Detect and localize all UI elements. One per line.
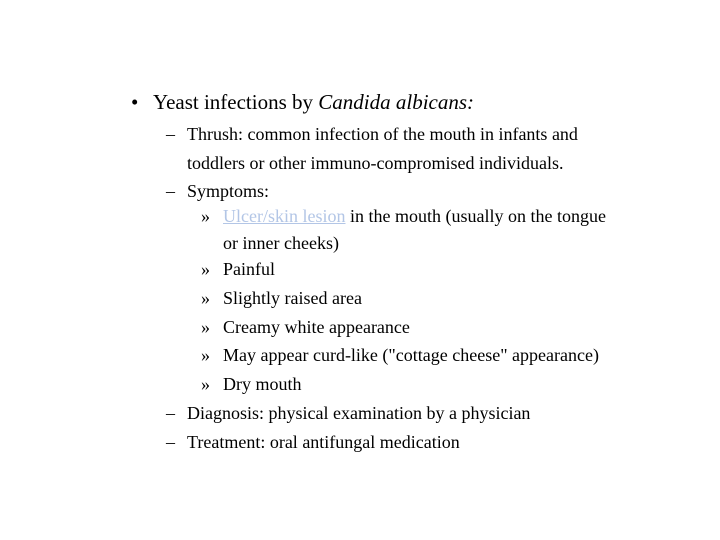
sub-bullet-glyph: »: [201, 317, 210, 337]
symptom-ulcer-line-2: or inner cheeks): [223, 233, 339, 253]
sub-bullet-glyph: »: [201, 259, 210, 279]
thrush-line-1: Thrush: common infection of the mouth in infants and: [187, 124, 578, 144]
sub-bullet-glyph: »: [201, 206, 210, 226]
sub-bullet-glyph: »: [201, 288, 210, 308]
symptom-text: Dry mouth: [223, 374, 302, 394]
diagnosis-text: Diagnosis: physical examination by a physician: [187, 403, 531, 423]
bullet-glyph: •: [131, 90, 139, 114]
heading-organism: Candida albicans:: [318, 90, 475, 114]
symptoms-label: Symptoms:: [187, 181, 270, 202]
sub-bullet-glyph: »: [201, 374, 210, 394]
symptom-text: Painful: [223, 259, 275, 279]
symptom-text: May appear curd-like ("cottage cheese" appearance): [223, 345, 599, 365]
symptom-text: Creamy white appearance: [223, 317, 410, 337]
treatment-text: Treatment: oral antifungal medication: [187, 432, 460, 452]
symptom-text: Slightly raised area: [223, 288, 362, 308]
ulcer-skin-lesion-link[interactable]: Ulcer/skin lesion: [223, 206, 346, 226]
dash-glyph: –: [166, 181, 175, 202]
heading-prefix: Yeast infections by: [153, 90, 319, 114]
symptom-ulcer-rest: in the mouth (usually on the tongue: [345, 206, 606, 226]
heading-bullet: [131, 89, 474, 115]
dash-glyph: –: [166, 124, 175, 144]
sub-bullet-glyph: »: [201, 345, 210, 365]
dash-glyph: –: [166, 403, 175, 423]
thrush-line-2: toddlers or other immuno-compromised individuals.: [187, 152, 564, 173]
dash-glyph: –: [166, 432, 175, 452]
